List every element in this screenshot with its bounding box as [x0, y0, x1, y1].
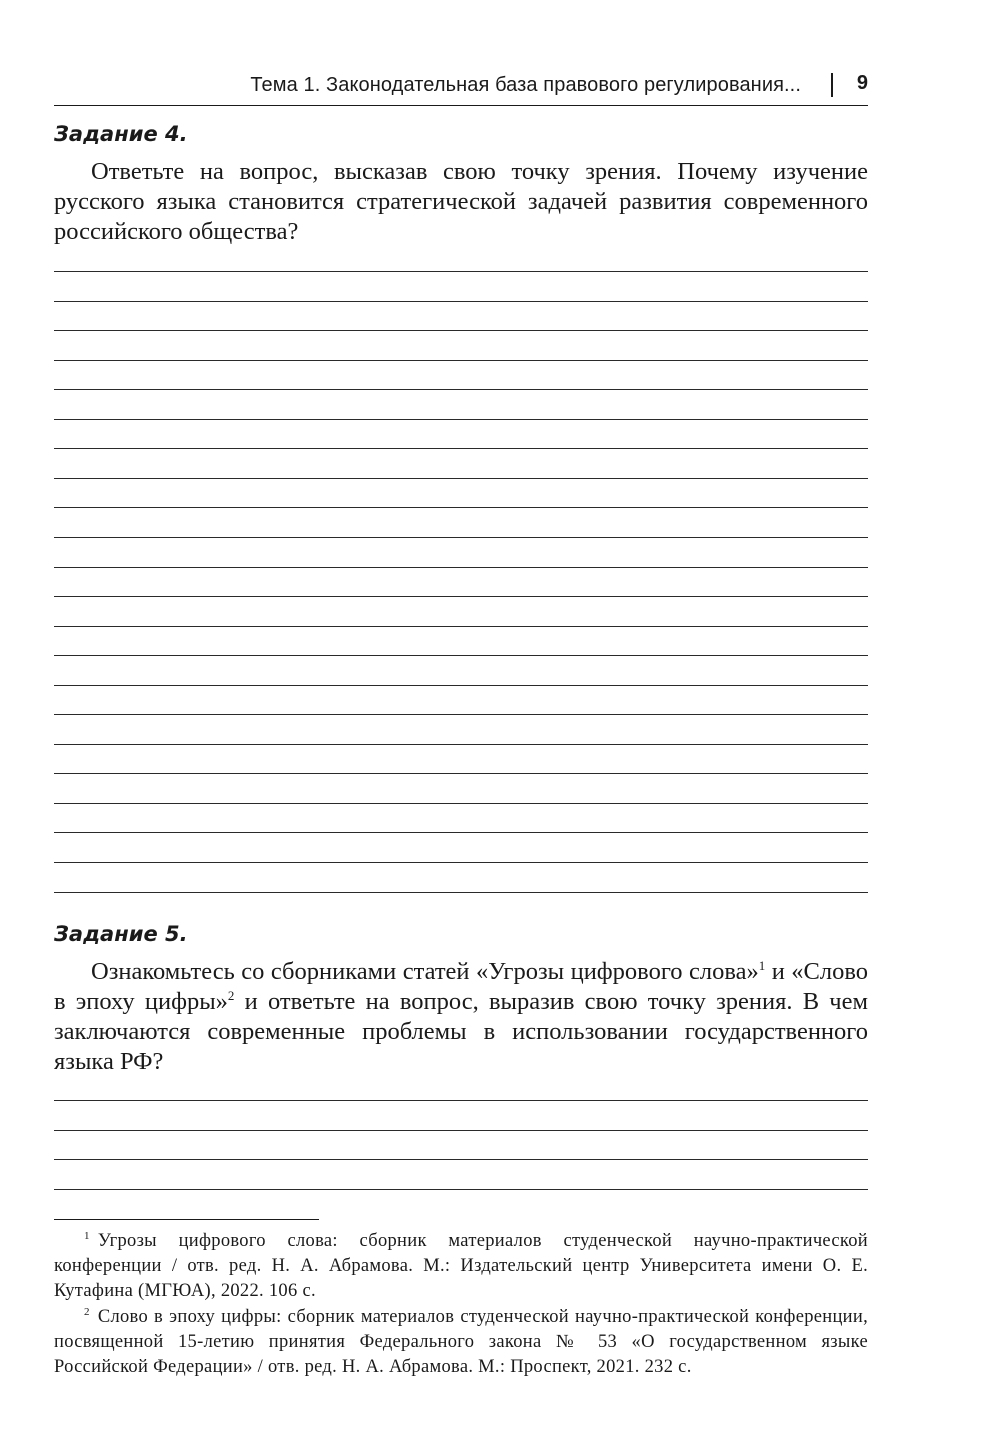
task-5-text-part1: Ознакомьтесь со сборниками статей «Угрозы цифрового слова» — [91, 958, 759, 985]
task-5-text-part3: и ответьте на вопрос, выразив свою точку зрения. В чем заключаются современные проблемы в использовании государственного языка РФ? — [54, 988, 868, 1075]
answer-line[interactable] — [54, 714, 868, 715]
footnote-1-marker: 1 — [84, 1229, 90, 1242]
answer-line[interactable] — [54, 1189, 868, 1190]
footnote-1 — [54, 1229, 868, 1304]
answer-line[interactable] — [54, 478, 868, 479]
answer-line[interactable] — [54, 448, 868, 449]
answer-line[interactable] — [54, 330, 868, 331]
footnote-2 — [54, 1305, 868, 1380]
task-5-text-part2: и «Слово в эпоху цифры» — [54, 958, 868, 1015]
answer-line[interactable] — [54, 744, 868, 745]
answer-line[interactable] — [54, 1159, 868, 1160]
answer-line[interactable] — [54, 655, 868, 656]
answer-line[interactable] — [54, 626, 868, 627]
page-number: 9 — [856, 72, 868, 94]
answer-line[interactable] — [54, 892, 868, 893]
answer-line[interactable] — [54, 862, 868, 863]
header-title: Тема 1. Законодательная база правового регулирования... — [250, 74, 801, 96]
footnote-2-text: Слово в эпоху цифры: сборник материалов студенческой научно-практической конференции, посвященной 15-летию принятия Федерального закона № 53 «О государственном языке Российской Федерации» / отв. ред. Н. А. Абрамова. М.: Проспект, 2021. 232 с. — [54, 1307, 868, 1377]
answer-line[interactable] — [54, 360, 868, 361]
footnote-1-text: Угрозы цифрового слова: сборник материалов студенческой научно-практической конференции / отв. ред. Н. А. Абрамова. М.: Издательский центр Университета имени О. Е. Кутафина (МГЮА), 2022. 106 с. — [54, 1231, 868, 1301]
task-4-heading: Задание 4. — [54, 122, 188, 146]
header-rule — [54, 105, 868, 106]
task-5-question — [54, 957, 868, 1077]
footnote-2-marker: 2 — [84, 1305, 90, 1318]
answer-line[interactable] — [54, 773, 868, 774]
answer-line[interactable] — [54, 803, 868, 804]
answer-line[interactable] — [54, 389, 868, 390]
answer-line[interactable] — [54, 596, 868, 597]
task-5-heading: Задание 5. — [54, 922, 188, 946]
answer-line[interactable] — [54, 271, 868, 272]
answer-line[interactable] — [54, 1130, 868, 1131]
answer-line[interactable] — [54, 537, 868, 538]
header-separator — [831, 73, 833, 97]
answer-line[interactable] — [54, 832, 868, 833]
answer-line[interactable] — [54, 419, 868, 420]
running-header — [54, 70, 868, 106]
answer-line[interactable] — [54, 1100, 868, 1101]
answer-line[interactable] — [54, 301, 868, 302]
answer-line[interactable] — [54, 567, 868, 568]
answer-line[interactable] — [54, 685, 868, 686]
footnote-ref-1: 1 — [758, 957, 766, 973]
footnote-rule — [54, 1219, 319, 1220]
answer-line[interactable] — [54, 507, 868, 508]
task-4-question: Ответьте на вопрос, высказав свою точку зрения. Почему изучение русского языка становится стратегической задачей развития современного российского общества? — [54, 158, 868, 245]
footnote-ref-2: 2 — [227, 987, 235, 1003]
